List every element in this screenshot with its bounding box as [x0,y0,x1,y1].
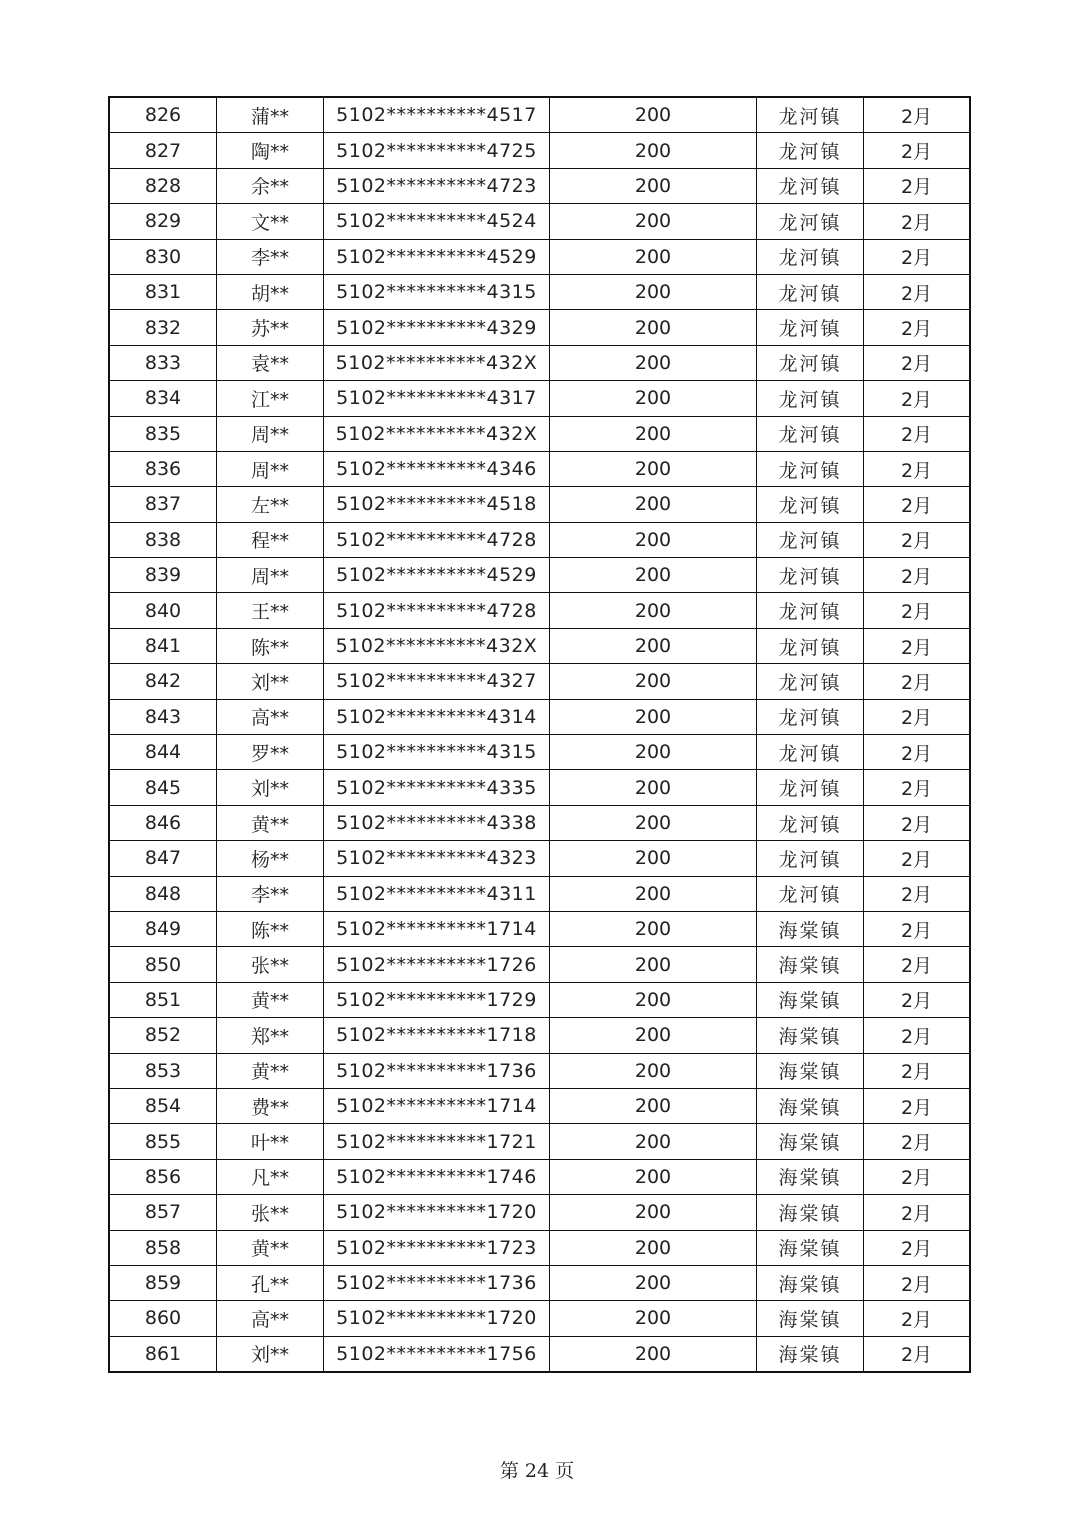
table-row [109,947,970,982]
month-cell: 2月 [864,204,971,239]
roster-table-body [109,97,970,1372]
id-number-cell: 5102**********4335 [324,770,550,805]
row-number-cell: 861 [109,1336,217,1372]
month-cell: 2月 [864,1195,971,1230]
amount-cell: 200 [550,1195,757,1230]
name-cell: 罗** [217,735,324,770]
town-cell: 龙河镇 [757,735,864,770]
id-number-cell: 5102**********432X [324,345,550,380]
month-cell: 2月 [864,593,971,628]
row-number-cell: 859 [109,1265,217,1300]
table-row [109,274,970,309]
name-cell: 程** [217,522,324,557]
amount-cell: 200 [550,168,757,203]
month-cell: 2月 [864,133,971,168]
name-cell: 高** [217,699,324,734]
id-number-cell: 5102**********4524 [324,204,550,239]
amount-cell: 200 [550,310,757,345]
town-cell: 海棠镇 [757,982,864,1017]
row-number-cell: 840 [109,593,217,628]
name-cell: 刘** [217,770,324,805]
month-cell: 2月 [864,522,971,557]
name-cell: 李** [217,876,324,911]
row-number-cell: 858 [109,1230,217,1265]
table-row [109,1159,970,1194]
table-row [109,770,970,805]
id-number-cell: 5102**********1721 [324,1124,550,1159]
name-cell: 刘** [217,664,324,699]
amount-cell: 200 [550,274,757,309]
row-number-cell: 834 [109,381,217,416]
amount-cell: 200 [550,133,757,168]
name-cell: 左** [217,487,324,522]
amount-cell: 200 [550,204,757,239]
amount-cell: 200 [550,345,757,380]
table-row [109,593,970,628]
amount-cell: 200 [550,97,757,133]
page-number: 第 24 页 [499,1460,575,1482]
amount-cell: 200 [550,664,757,699]
row-number-cell: 844 [109,735,217,770]
id-number-cell: 5102**********4315 [324,274,550,309]
name-cell: 张** [217,947,324,982]
month-cell: 2月 [864,876,971,911]
table-row [109,416,970,451]
id-number-cell: 5102**********4518 [324,487,550,522]
month-cell: 2月 [864,416,971,451]
name-cell: 叶** [217,1124,324,1159]
town-cell: 龙河镇 [757,628,864,663]
amount-cell: 200 [550,1265,757,1300]
table-row [109,522,970,557]
table-row [109,664,970,699]
amount-cell: 200 [550,628,757,663]
town-cell: 海棠镇 [757,1230,864,1265]
month-cell: 2月 [864,97,971,133]
table-row [109,982,970,1017]
month-cell: 2月 [864,345,971,380]
table-row [109,1195,970,1230]
name-cell: 李** [217,239,324,274]
id-number-cell: 5102**********1729 [324,982,550,1017]
id-number-cell: 5102**********4329 [324,310,550,345]
town-cell: 海棠镇 [757,1018,864,1053]
row-number-cell: 835 [109,416,217,451]
town-cell: 龙河镇 [757,770,864,805]
amount-cell: 200 [550,593,757,628]
row-number-cell: 832 [109,310,217,345]
row-number-cell: 860 [109,1301,217,1336]
month-cell: 2月 [864,628,971,663]
month-cell: 2月 [864,310,971,345]
town-cell: 海棠镇 [757,1088,864,1123]
amount-cell: 200 [550,1053,757,1088]
table-row [109,451,970,486]
table-row [109,558,970,593]
table-row [109,699,970,734]
name-cell: 陶** [217,133,324,168]
name-cell: 黄** [217,1053,324,1088]
table-row [109,876,970,911]
amount-cell: 200 [550,1088,757,1123]
table-row [109,1088,970,1123]
id-number-cell: 5102**********1720 [324,1301,550,1336]
town-cell: 龙河镇 [757,133,864,168]
town-cell: 龙河镇 [757,416,864,451]
town-cell: 海棠镇 [757,1336,864,1372]
row-number-cell: 838 [109,522,217,557]
row-number-cell: 827 [109,133,217,168]
table-row [109,168,970,203]
row-number-cell: 857 [109,1195,217,1230]
id-number-cell: 5102**********4338 [324,805,550,840]
name-cell: 凡** [217,1159,324,1194]
name-cell: 江** [217,381,324,416]
table-row [109,97,970,133]
month-cell: 2月 [864,1230,971,1265]
table-row [109,1018,970,1053]
row-number-cell: 837 [109,487,217,522]
id-number-cell: 5102**********1736 [324,1265,550,1300]
table-row [109,1301,970,1336]
row-number-cell: 845 [109,770,217,805]
row-number-cell: 836 [109,451,217,486]
name-cell: 陈** [217,628,324,663]
table-row [109,735,970,770]
table-row [109,805,970,840]
month-cell: 2月 [864,1088,971,1123]
row-number-cell: 829 [109,204,217,239]
amount-cell: 200 [550,1124,757,1159]
month-cell: 2月 [864,841,971,876]
amount-cell: 200 [550,982,757,1017]
town-cell: 龙河镇 [757,168,864,203]
amount-cell: 200 [550,911,757,946]
table-row [109,381,970,416]
month-cell: 2月 [864,805,971,840]
name-cell: 王** [217,593,324,628]
month-cell: 2月 [864,699,971,734]
month-cell: 2月 [864,451,971,486]
row-number-cell: 826 [109,97,217,133]
amount-cell: 200 [550,1159,757,1194]
amount-cell: 200 [550,699,757,734]
id-number-cell: 5102**********4723 [324,168,550,203]
table-row [109,239,970,274]
table-row [109,345,970,380]
town-cell: 龙河镇 [757,487,864,522]
name-cell: 蒲** [217,97,324,133]
name-cell: 费** [217,1088,324,1123]
name-cell: 张** [217,1195,324,1230]
amount-cell: 200 [550,1301,757,1336]
row-number-cell: 853 [109,1053,217,1088]
id-number-cell: 5102**********432X [324,628,550,663]
amount-cell: 200 [550,841,757,876]
row-number-cell: 828 [109,168,217,203]
id-number-cell: 5102**********1746 [324,1159,550,1194]
town-cell: 龙河镇 [757,593,864,628]
month-cell: 2月 [864,239,971,274]
town-cell: 龙河镇 [757,239,864,274]
id-number-cell: 5102**********1720 [324,1195,550,1230]
id-number-cell: 5102**********4529 [324,239,550,274]
id-number-cell: 5102**********4725 [324,133,550,168]
amount-cell: 200 [550,1018,757,1053]
row-number-cell: 852 [109,1018,217,1053]
name-cell: 陈** [217,911,324,946]
row-number-cell: 841 [109,628,217,663]
table-row [109,1265,970,1300]
id-number-cell: 5102**********4529 [324,558,550,593]
name-cell: 余** [217,168,324,203]
id-number-cell: 5102**********4728 [324,522,550,557]
amount-cell: 200 [550,947,757,982]
town-cell: 海棠镇 [757,1159,864,1194]
month-cell: 2月 [864,1336,971,1372]
month-cell: 2月 [864,982,971,1017]
town-cell: 龙河镇 [757,664,864,699]
row-number-cell: 830 [109,239,217,274]
amount-cell: 200 [550,558,757,593]
row-number-cell: 848 [109,876,217,911]
amount-cell: 200 [550,239,757,274]
town-cell: 海棠镇 [757,1195,864,1230]
row-number-cell: 847 [109,841,217,876]
row-number-cell: 839 [109,558,217,593]
amount-cell: 200 [550,876,757,911]
id-number-cell: 5102**********4315 [324,735,550,770]
town-cell: 龙河镇 [757,451,864,486]
name-cell: 高** [217,1301,324,1336]
town-cell: 龙河镇 [757,310,864,345]
id-number-cell: 5102**********1726 [324,947,550,982]
table-row [109,911,970,946]
town-cell: 龙河镇 [757,381,864,416]
month-cell: 2月 [864,381,971,416]
town-cell: 龙河镇 [757,522,864,557]
town-cell: 龙河镇 [757,204,864,239]
name-cell: 黄** [217,982,324,1017]
town-cell: 海棠镇 [757,1053,864,1088]
amount-cell: 200 [550,1336,757,1372]
id-number-cell: 5102**********432X [324,416,550,451]
name-cell: 周** [217,416,324,451]
town-cell: 龙河镇 [757,876,864,911]
row-number-cell: 842 [109,664,217,699]
name-cell: 黄** [217,805,324,840]
table-row [109,1124,970,1159]
month-cell: 2月 [864,735,971,770]
id-number-cell: 5102**********4314 [324,699,550,734]
month-cell: 2月 [864,274,971,309]
amount-cell: 200 [550,487,757,522]
name-cell: 袁** [217,345,324,380]
town-cell: 海棠镇 [757,1124,864,1159]
id-number-cell: 5102**********4346 [324,451,550,486]
town-cell: 龙河镇 [757,841,864,876]
town-cell: 龙河镇 [757,274,864,309]
month-cell: 2月 [864,1301,971,1336]
amount-cell: 200 [550,1230,757,1265]
month-cell: 2月 [864,1053,971,1088]
town-cell: 龙河镇 [757,805,864,840]
table-row [109,841,970,876]
id-number-cell: 5102**********4517 [324,97,550,133]
row-number-cell: 846 [109,805,217,840]
name-cell: 孔** [217,1265,324,1300]
row-number-cell: 851 [109,982,217,1017]
name-cell: 周** [217,451,324,486]
month-cell: 2月 [864,947,971,982]
amount-cell: 200 [550,522,757,557]
month-cell: 2月 [864,911,971,946]
town-cell: 龙河镇 [757,558,864,593]
name-cell: 胡** [217,274,324,309]
town-cell: 海棠镇 [757,947,864,982]
name-cell: 文** [217,204,324,239]
name-cell: 杨** [217,841,324,876]
roster-table [108,96,971,1373]
id-number-cell: 5102**********1718 [324,1018,550,1053]
row-number-cell: 843 [109,699,217,734]
name-cell: 刘** [217,1336,324,1372]
row-number-cell: 856 [109,1159,217,1194]
id-number-cell: 5102**********4728 [324,593,550,628]
id-number-cell: 5102**********4311 [324,876,550,911]
id-number-cell: 5102**********1714 [324,911,550,946]
id-number-cell: 5102**********1756 [324,1336,550,1372]
town-cell: 龙河镇 [757,97,864,133]
amount-cell: 200 [550,735,757,770]
town-cell: 龙河镇 [757,699,864,734]
month-cell: 2月 [864,1159,971,1194]
id-number-cell: 5102**********1736 [324,1053,550,1088]
table-row [109,628,970,663]
name-cell: 郑** [217,1018,324,1053]
town-cell: 海棠镇 [757,1265,864,1300]
row-number-cell: 831 [109,274,217,309]
table-row [109,310,970,345]
id-number-cell: 5102**********1714 [324,1088,550,1123]
month-cell: 2月 [864,664,971,699]
town-cell: 海棠镇 [757,1301,864,1336]
month-cell: 2月 [864,1265,971,1300]
table-row [109,1230,970,1265]
name-cell: 黄** [217,1230,324,1265]
amount-cell: 200 [550,770,757,805]
month-cell: 2月 [864,168,971,203]
id-number-cell: 5102**********4327 [324,664,550,699]
row-number-cell: 849 [109,911,217,946]
table-row [109,1336,970,1372]
amount-cell: 200 [550,451,757,486]
amount-cell: 200 [550,805,757,840]
id-number-cell: 5102**********1723 [324,1230,550,1265]
month-cell: 2月 [864,558,971,593]
table-row [109,204,970,239]
row-number-cell: 850 [109,947,217,982]
amount-cell: 200 [550,381,757,416]
month-cell: 2月 [864,1018,971,1053]
id-number-cell: 5102**********4323 [324,841,550,876]
town-cell: 海棠镇 [757,911,864,946]
month-cell: 2月 [864,1124,971,1159]
table-row [109,487,970,522]
name-cell: 周** [217,558,324,593]
town-cell: 龙河镇 [757,345,864,380]
table-row [109,133,970,168]
name-cell: 苏** [217,310,324,345]
month-cell: 2月 [864,487,971,522]
table-row [109,1053,970,1088]
row-number-cell: 854 [109,1088,217,1123]
month-cell: 2月 [864,770,971,805]
id-number-cell: 5102**********4317 [324,381,550,416]
row-number-cell: 855 [109,1124,217,1159]
amount-cell: 200 [550,416,757,451]
row-number-cell: 833 [109,345,217,380]
